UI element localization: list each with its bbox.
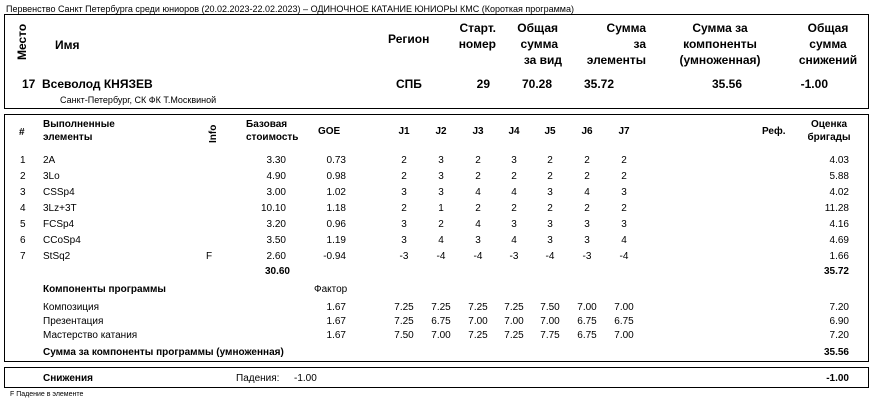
component-judge-score: 6.75	[431, 316, 451, 327]
deductions-total: -1.00	[826, 373, 849, 384]
element-judge-score: 2	[621, 171, 627, 182]
component-judge-score: 7.75	[540, 330, 560, 341]
element-judge-score: 3	[438, 155, 444, 166]
element-judge-score: 3	[584, 235, 590, 246]
judge-header: J5	[544, 126, 556, 137]
judge-header: J6	[581, 126, 593, 137]
element-name: 3Lz+3T	[43, 203, 77, 214]
skater-elements: 35.72	[583, 77, 614, 91]
element-judge-score: -4	[436, 251, 446, 262]
element-judge-score: 2	[401, 155, 407, 166]
el-base-header-1: Базовая	[246, 119, 288, 130]
element-base: 3.00	[266, 187, 286, 198]
col-start-header-2: номер	[458, 37, 496, 51]
element-judge-score: 3	[401, 219, 407, 230]
element-judge-score: 4	[475, 219, 481, 230]
element-base: 10.10	[260, 203, 286, 214]
element-judge-score: 4	[511, 187, 517, 198]
element-base: 3.30	[266, 155, 286, 166]
element-judge-score: -4	[619, 251, 629, 262]
col-name-header: Имя	[55, 38, 80, 52]
element-judge-score: 3	[621, 219, 627, 230]
element-judge-score: 3	[401, 187, 407, 198]
el-info-header: Info	[208, 124, 219, 143]
judge-header: J4	[508, 126, 520, 137]
component-judge-score: 6.75	[577, 316, 597, 327]
element-judge-score: 2	[511, 203, 517, 214]
element-num: 5	[20, 219, 26, 230]
element-score: 4.69	[829, 235, 849, 246]
component-name: Композиция	[43, 302, 100, 313]
judge-header: J1	[398, 126, 410, 137]
component-factor: 1.67	[326, 316, 346, 327]
col-elements-header-2: за	[633, 37, 646, 51]
element-judge-score: 4	[621, 235, 627, 246]
element-base: 2.60	[266, 251, 286, 262]
col-total-header-1: Общая	[517, 21, 558, 35]
element-judge-score: 3	[547, 235, 553, 246]
footnote: F Падение в элементе	[10, 391, 84, 398]
component-judge-score: 7.25	[431, 302, 451, 313]
deductions-label: Снижения	[43, 373, 93, 384]
component-judge-score: 7.00	[577, 302, 597, 313]
col-components-header-3: (умноженная)	[679, 53, 761, 67]
component-judge-score: 7.25	[504, 302, 524, 313]
component-judge-score: 7.25	[468, 302, 488, 313]
component-judge-score: 7.50	[394, 330, 414, 341]
element-score: 5.88	[829, 171, 849, 182]
component-judge-score: 7.00	[468, 316, 488, 327]
component-judge-score: 7.25	[394, 302, 414, 313]
el-score-header-1: Оценка	[810, 119, 848, 130]
component-judge-score: 6.75	[577, 330, 597, 341]
element-name: CSSp4	[43, 187, 75, 198]
element-judge-score: -3	[582, 251, 592, 262]
element-score: 4.16	[829, 219, 849, 230]
skater-name: Всеволод КНЯЗЕВ	[42, 77, 153, 91]
element-judge-score: 2	[584, 171, 590, 182]
element-judge-score: -3	[509, 251, 519, 262]
col-place-header: Место	[15, 23, 29, 60]
header-title: Первенство Санкт Петербурга среди юниоров (20.02.2023-22.02.2023) – ОДИНОЧНОЕ КАТАНИЕ ЮНИОРЫ КМС (Короткая программа)	[6, 4, 574, 14]
col-elements-header-1: Сумма	[606, 21, 646, 35]
element-judge-score: 2	[438, 219, 444, 230]
element-judge-score: 2	[511, 171, 517, 182]
element-judge-score: 2	[547, 203, 553, 214]
element-score: 4.02	[829, 187, 849, 198]
element-name: 2A	[43, 155, 56, 166]
col-deductions-header-2: сумма	[809, 37, 847, 51]
element-num: 3	[20, 187, 26, 198]
element-judge-score: 3	[438, 171, 444, 182]
component-judge-score: 7.00	[431, 330, 451, 341]
el-num-header: #	[19, 127, 25, 138]
component-factor: 1.67	[326, 302, 346, 313]
element-name: CCoSp4	[43, 235, 81, 246]
el-score-header-2: бригады	[807, 132, 851, 143]
element-judge-score: 2	[621, 203, 627, 214]
element-num: 4	[20, 203, 26, 214]
skater-region: СПБ	[396, 77, 422, 91]
components-sum-label: Сумма за компоненты программы (умноженная)	[43, 347, 284, 358]
base-total: 30.60	[264, 266, 290, 277]
element-judge-score: 3	[401, 235, 407, 246]
element-judge-score: 2	[401, 203, 407, 214]
judge-header: J7	[618, 126, 630, 137]
element-judge-score: 3	[584, 219, 590, 230]
element-judge-score: 4	[475, 187, 481, 198]
element-judge-score: 2	[584, 155, 590, 166]
col-start-header-1: Старт.	[459, 21, 496, 35]
judge-header: J2	[435, 126, 447, 137]
element-judge-score: 3	[475, 235, 481, 246]
component-judge-score: 6.75	[614, 316, 634, 327]
element-num: 7	[20, 251, 26, 262]
component-name: Презентация	[43, 316, 104, 327]
element-goe: 0.73	[326, 155, 346, 166]
element-base: 3.50	[266, 235, 286, 246]
element-judge-score: 3	[621, 187, 627, 198]
element-base: 4.90	[266, 171, 286, 182]
fall-label: Падения:	[236, 373, 280, 384]
element-judge-score: 2	[621, 155, 627, 166]
judge-header: J3	[472, 126, 484, 137]
element-judge-score: 2	[547, 155, 553, 166]
element-goe: -0.94	[323, 251, 346, 262]
fall-value: -1.00	[294, 373, 317, 384]
col-components-header-2: компоненты	[683, 37, 757, 51]
element-judge-score: 4	[511, 235, 517, 246]
element-judge-score: 3	[547, 187, 553, 198]
element-judge-score: 3	[547, 219, 553, 230]
element-judge-score: 2	[401, 171, 407, 182]
element-judge-score: 3	[511, 219, 517, 230]
col-components-header-1: Сумма за	[692, 21, 748, 35]
element-score: 4.03	[829, 155, 849, 166]
col-deductions-header-1: Общая	[807, 21, 849, 35]
element-goe: 1.19	[326, 235, 346, 246]
skater-components: 35.56	[711, 77, 742, 91]
el-base-header-2: стоимость	[246, 132, 299, 143]
element-judge-score: 3	[511, 155, 517, 166]
element-judge-score: 2	[475, 155, 481, 166]
element-judge-score: 2	[475, 171, 481, 182]
element-judge-score: 4	[584, 187, 590, 198]
element-goe: 1.18	[326, 203, 346, 214]
deductions-box	[4, 367, 869, 388]
components-sum: 35.56	[823, 347, 849, 358]
component-judge-score: 7.00	[540, 316, 560, 327]
element-base: 3.20	[266, 219, 286, 230]
col-region-header: Регион	[388, 32, 430, 46]
element-judge-score: 2	[584, 203, 590, 214]
elements-total: 35.72	[823, 266, 849, 277]
element-goe: 0.98	[326, 171, 346, 182]
component-judge-score: 7.00	[504, 316, 524, 327]
element-num: 6	[20, 235, 26, 246]
component-score: 7.20	[829, 330, 849, 341]
component-judge-score: 7.25	[504, 330, 524, 341]
component-judge-score: 7.25	[468, 330, 488, 341]
element-judge-score: 1	[438, 203, 444, 214]
element-info: F	[206, 251, 213, 262]
skater-deductions: -1.00	[800, 77, 828, 91]
el-goe-header: GOE	[318, 126, 341, 137]
skater-club: Санкт-Петербург, СК ФК Т.Москвиной	[60, 95, 217, 105]
components-header: Компоненты программы	[43, 284, 166, 295]
element-score: 11.28	[824, 203, 849, 214]
component-factor: 1.67	[326, 330, 346, 341]
element-num: 1	[20, 155, 26, 166]
factor-header: Фактор	[314, 284, 348, 295]
element-num: 2	[20, 171, 26, 182]
element-judge-score: 2	[475, 203, 481, 214]
col-elements-header-3: элементы	[586, 53, 646, 67]
element-goe: 0.96	[326, 219, 346, 230]
component-judge-score: 7.25	[394, 316, 414, 327]
element-judge-score: 3	[438, 187, 444, 198]
skater-start-number: 29	[476, 77, 490, 91]
element-judge-score: 2	[547, 171, 553, 182]
component-name: Мастерство катания	[43, 330, 138, 341]
el-executed-header-2: элементы	[43, 132, 93, 143]
skater-total: 70.28	[521, 77, 552, 91]
component-score: 7.20	[829, 302, 849, 313]
element-score: 1.66	[829, 251, 849, 262]
el-executed-header-1: Выполненные	[43, 119, 115, 130]
col-total-header-3: за вид	[523, 53, 562, 67]
element-judge-score: -4	[545, 251, 555, 262]
col-deductions-header-3: снижений	[798, 53, 858, 67]
component-score: 6.90	[829, 316, 849, 327]
element-name: FCSp4	[43, 219, 75, 230]
element-judge-score: -4	[473, 251, 483, 262]
component-judge-score: 7.00	[614, 330, 634, 341]
element-name: 3Lo	[43, 171, 60, 182]
element-goe: 1.02	[326, 187, 346, 198]
element-judge-score: -3	[399, 251, 409, 262]
el-ref-header: Реф.	[762, 126, 786, 137]
element-name: StSq2	[43, 251, 71, 262]
skater-place: 17	[22, 77, 36, 91]
element-judge-score: 4	[438, 235, 444, 246]
component-judge-score: 7.50	[540, 302, 560, 313]
col-total-header-2: сумма	[520, 37, 558, 51]
component-judge-score: 7.00	[614, 302, 634, 313]
